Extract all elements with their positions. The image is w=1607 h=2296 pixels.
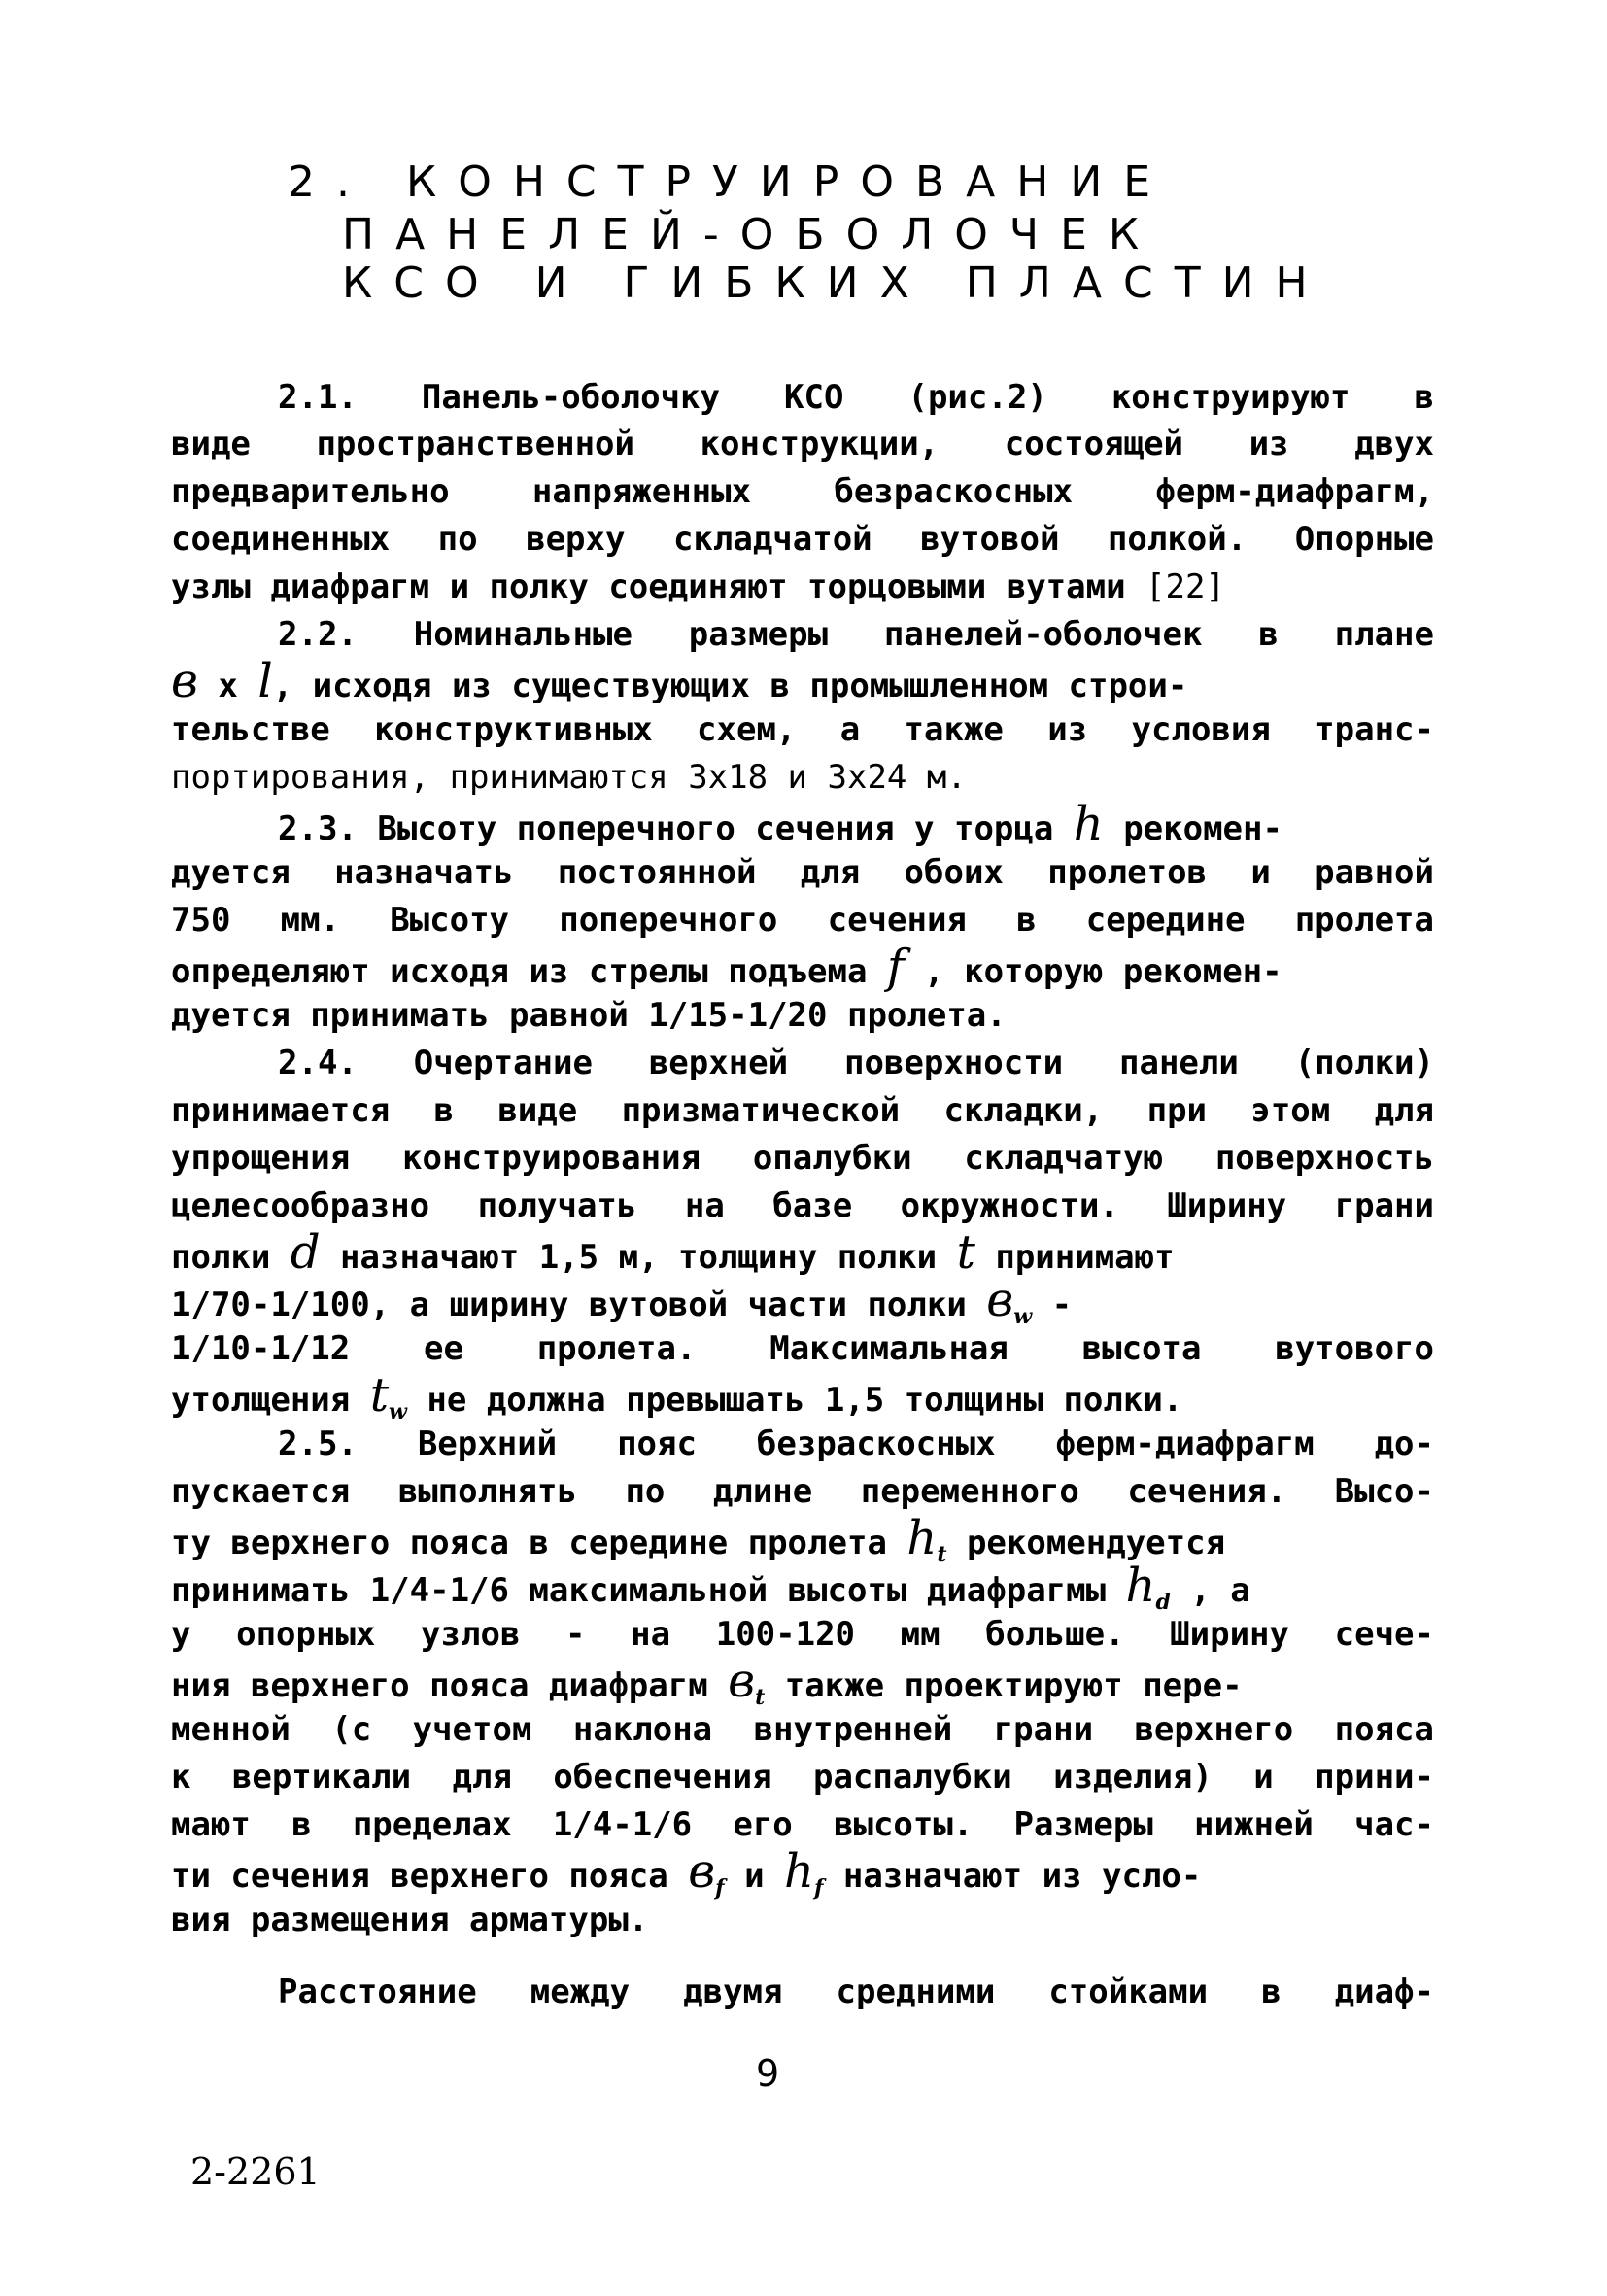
text-line: принимать 1/4-1/6 максимальной высоты диафрагмы $h_d$ , а: [171, 1559, 1250, 1615]
symbol-t: t: [956, 1225, 975, 1280]
text-line: вия размещения арматуры.: [171, 1901, 649, 1939]
page-number: 9: [756, 2052, 780, 2095]
text-line: Расстояние между двумя средними стойками в диаф-: [278, 1972, 1434, 2011]
text-line: утолщения $t_w$ не должна превышать 1,5 толщины полки.: [171, 1368, 1183, 1424]
text-line: у опорных узлов - на 100-120 мм больше. Ширину сече-: [171, 1615, 1434, 1654]
symbol-ht: h: [906, 1511, 938, 1565]
section-heading-line-2: ПАНЕЛЕЙ-ОБОЛОЧЕК: [342, 210, 1161, 259]
text-line: 750 мм. Высоту поперечного сечения в середине пролета: [171, 901, 1434, 940]
text-line: пускается выполнять по длине переменного сечения. Высо-: [171, 1472, 1434, 1511]
text-line: 2.4. Очертание верхней поверхности панели (полки): [278, 1044, 1434, 1082]
text-line: к вертикали для обеспечения распалубки изделия) и прини-: [171, 1758, 1434, 1797]
text-line: 1/10-1/12 ее пролета. Максимальная высота вутового: [171, 1329, 1434, 1368]
text-line: 2.1. Панель-оболочку КСО (рис.2) конструируют в: [278, 378, 1434, 417]
text-line: ния верхнего пояса диафрагм $в_t$ также проектируют пере-: [171, 1654, 1243, 1710]
text-line: 2.5. Верхний пояс безраскосных ферм-диафрагм до-: [278, 1424, 1434, 1463]
text-line: дуется назначать постоянной для обоих пролетов и равной: [171, 853, 1434, 892]
symbol-d: d: [290, 1225, 321, 1280]
text-line: мают в пределах 1/4-1/6 его высоты. Размеры нижней час-: [171, 1805, 1434, 1844]
symbol-bf: в: [688, 1844, 716, 1899]
text-line: тельстве конструктивных схем, а также из условия транс-: [171, 710, 1434, 749]
symbol-bt: в: [728, 1654, 756, 1708]
symbol-tw: t: [369, 1368, 389, 1422]
symbol-h: h: [1073, 797, 1104, 851]
section-heading-line-1: 2. КОНСТРУИРОВАНИЕ: [288, 157, 1173, 207]
citation-reference: [22]: [1145, 567, 1225, 606]
text-line: менной (с учетом наклона внутренней грани верхнего пояса: [171, 1710, 1434, 1749]
text-line: в х l, исходя из существующих в промышленном строи-: [171, 654, 1188, 708]
text-line: полки d назначают 1,5 м, толщину полки t принимают: [171, 1225, 1175, 1280]
text-line: 2.3. Высоту поперечного сечения у торца h рекомен-: [278, 797, 1282, 851]
symbol-bw: в: [986, 1273, 1014, 1327]
symbol-b: в: [171, 654, 198, 708]
text-line: портирования, принимаются 3х18 и 3х24 м.: [171, 758, 967, 797]
symbol-hd: h: [1125, 1559, 1156, 1613]
text-line: целесообразно получать на базе окружности. Ширину грани: [171, 1186, 1434, 1225]
symbol-hf: h: [784, 1844, 814, 1899]
symbol-l: l: [257, 654, 273, 708]
symbol-f: f: [886, 940, 905, 994]
text-line: 1/70-1/100, а ширину вутовой части полки $в_w$ -: [171, 1273, 1073, 1329]
text-line: определяют исходя из стрелы подъема f , которую рекомен-: [171, 940, 1282, 994]
text-line: соединенных по верху складчатой вутовой полкой. Опорные: [171, 520, 1434, 559]
text-line: предварительно напряженных безраскосных ферм-диафрагм,: [171, 472, 1434, 511]
text-line: дуется принимать равной 1/15-1/20 пролета.: [171, 996, 1007, 1035]
section-heading-line-3: КСО И ГИБКИХ ПЛАСТИН: [342, 258, 1329, 308]
text-line: узлы диафрагм и полку соединяют торцовыми вутами [22]: [171, 567, 1225, 606]
text-line: виде пространственной конструкции, состоящей из двух: [171, 425, 1434, 463]
text-line: принимается в виде призматической складки, при этом для: [171, 1091, 1434, 1130]
document-code: 2-2261: [190, 2150, 321, 2193]
text-line: ти сечения верхнего пояса $в_f$ и $h_f$ назначают из усло-: [171, 1844, 1202, 1901]
text-line: ту верхнего пояса в середине пролета $h_t$ рекомендуется: [171, 1511, 1226, 1567]
text-line: упрощения конструирования опалубки складчатую поверхность: [171, 1139, 1434, 1178]
text-line: 2.2. Номинальные размеры панелей-оболочек в плане: [278, 615, 1434, 654]
